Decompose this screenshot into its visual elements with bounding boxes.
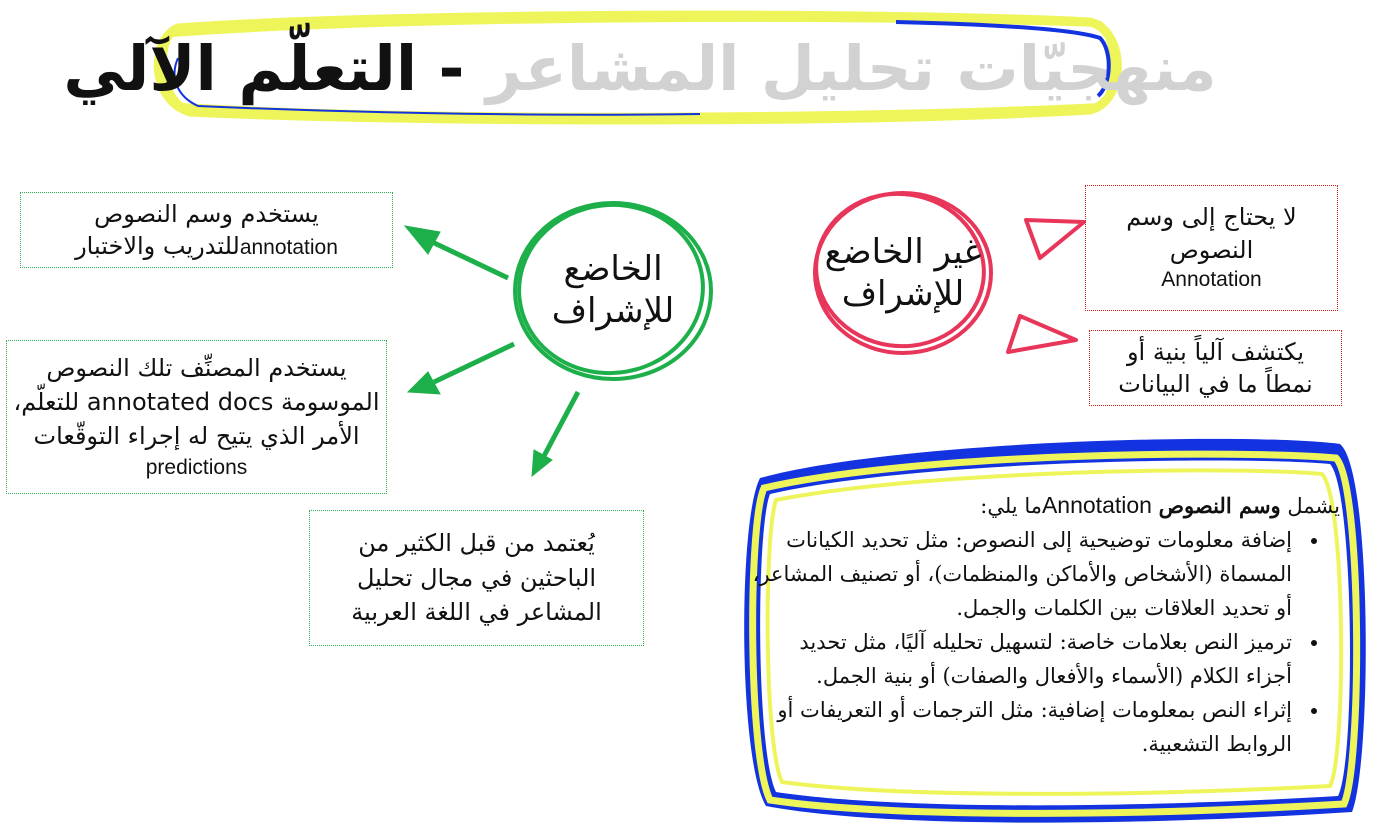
title-area xyxy=(63,18,1217,120)
annotation-intro xyxy=(748,488,1340,523)
list-item: • إثراء النص بمعلومات إضافية: مثل الترجمات أو التعريفات أو الروابط التشعبية. xyxy=(748,693,1298,761)
box-latin-term: annotation xyxy=(239,236,338,259)
box-line: الموسومة annotated docs للتعلّم، xyxy=(13,388,380,417)
box-line xyxy=(75,230,338,262)
supervised-label-line1: الخاضع xyxy=(563,248,663,289)
intro-prefix: يشمل xyxy=(1287,494,1340,518)
supervised-box-classifier xyxy=(6,340,387,494)
arrowhead-to-box1 xyxy=(405,226,440,254)
box-latin-term: predictions xyxy=(145,456,248,480)
supervised-label-line2: للإشراف xyxy=(551,291,675,331)
box-line: يستخدم وسم النصوص xyxy=(94,199,319,228)
unsupervised-box-no-annotation xyxy=(1085,185,1338,311)
box-line: نمطاً ما في البيانات xyxy=(1118,370,1313,398)
unsupervised-label xyxy=(815,200,991,346)
box-line: النصوص xyxy=(1169,235,1254,264)
box-line: الأمر الذي يتيح له إجراء التوقّعات xyxy=(33,422,360,451)
box-latin-term: Annotation xyxy=(1161,268,1262,292)
intro-suffix: ما يلي: xyxy=(980,494,1042,518)
supervised-label xyxy=(515,215,711,365)
list-item: • إضافة معلومات توضيحية إلى النصوص: مثل تحديد الكيانات المسماة (الأشخاص والأماكن والمنظمات)، أو تصنيف المشاعر، أو تحديد العلاقات بين الكلمات والجمل. xyxy=(748,523,1298,625)
intro-latin: Annotation xyxy=(1041,492,1152,518)
box-line: المشاعر في اللغة العربية xyxy=(351,598,602,627)
box-line: يستخدم المصنِّف تلك النصوص xyxy=(46,353,347,382)
intro-keyword: وسم النصوص xyxy=(1158,493,1281,518)
unsupervised-pointers xyxy=(1008,220,1084,352)
unsupervised-label-line1: غير الخاضع xyxy=(824,231,982,272)
unsupervised-box-discover xyxy=(1089,330,1342,406)
list-item: • ترميز النص بعلامات خاصة: لتسهيل تحليله آليًا، مثل تحديد أجزاء الكلام (الأسماء والأفعال والصفات) أو بنية الجمل. xyxy=(748,625,1298,693)
annotation-panel xyxy=(748,488,1340,761)
box-line: يكتشف آلياً بنية أو xyxy=(1126,337,1305,366)
arrowhead-to-box3 xyxy=(532,450,552,476)
unsupervised-label-line2: للإشراف xyxy=(841,274,965,314)
page-title xyxy=(63,32,1217,105)
box-line: الباحثين في مجال تحليل xyxy=(356,563,597,592)
title-gray-part: منهجيّات تحليل المشاعر xyxy=(486,32,1217,105)
box-line: يُعتمد من قبل الكثير من xyxy=(358,528,595,557)
supervised-box-research xyxy=(309,510,644,646)
box-line: لا يحتاج إلى وسم xyxy=(1126,203,1297,232)
annotation-list xyxy=(748,523,1340,761)
supervised-box-annotation xyxy=(20,192,393,268)
box-line-rest: للتدريب والاختبار xyxy=(75,232,240,260)
title-black-part: - التعلّم الآلي xyxy=(63,32,465,105)
